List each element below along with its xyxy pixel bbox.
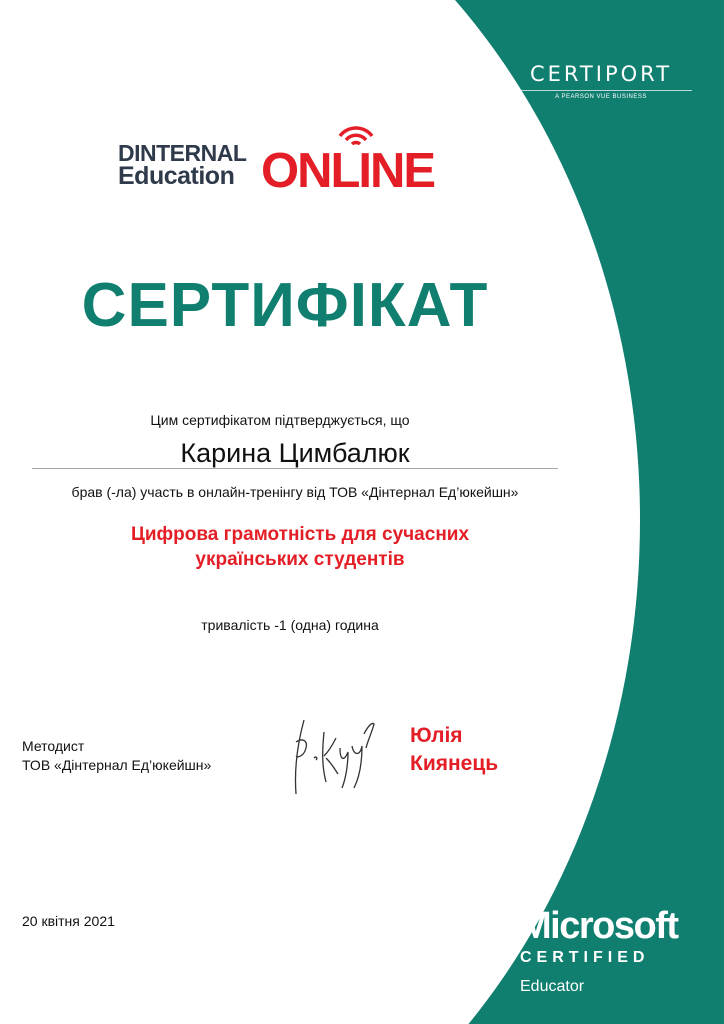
microsoft-logo-educator: Educator: [520, 978, 585, 995]
dinternal-logo-line1: DINTERNAL: [118, 140, 247, 166]
issue-date: 20 квітня 2021: [22, 913, 115, 929]
signatory-role-title: Методист: [22, 738, 85, 754]
signatory-role: [22, 737, 211, 775]
signatory-organization: ТОВ «Дінтернал Ед’юкейшн»: [22, 757, 212, 773]
microsoft-certified-logo: [520, 906, 700, 998]
certiport-logo-subtitle: A PEARSON VUE BUSINESS: [555, 94, 647, 100]
participation-text: брав (-ла) участь в онлайн-тренінгу від ТОВ «Дінтернал Ед’юкейшн»: [71, 484, 519, 500]
microsoft-logo-name: Microsoft: [520, 905, 678, 947]
certiport-logo: [510, 62, 692, 100]
certiport-logo-name: CERTIPORT: [529, 62, 673, 86]
course-title-line1: Цифрова грамотність для сучасних: [130, 524, 470, 545]
course-title: [40, 522, 560, 572]
certificate-title: СЕРТИФІКАТ: [81, 271, 489, 340]
confirmation-text: Цим сертифікатом підтверджується, що: [150, 412, 410, 428]
certiport-logo-divider: [510, 90, 692, 91]
dinternal-logo-line2: Education: [118, 162, 235, 190]
recipient-name: Карина Цимбалюк: [180, 438, 410, 468]
course-title-line2: українських студентів: [195, 549, 405, 570]
course-duration: тривалість -1 (одна) година: [201, 617, 379, 633]
handwritten-signature: [288, 712, 378, 802]
wifi-signal-icon: [336, 124, 376, 146]
signatory-first-name: Юлія: [410, 724, 463, 747]
signatory-last-name: Киянець: [410, 752, 499, 775]
signatory-name: [410, 722, 498, 778]
microsoft-logo-certified: CERTIFIED: [520, 949, 650, 966]
dinternal-logo-online: ONLINE: [261, 144, 435, 198]
dinternal-logo: [118, 140, 448, 200]
recipient-underline: [32, 468, 558, 469]
